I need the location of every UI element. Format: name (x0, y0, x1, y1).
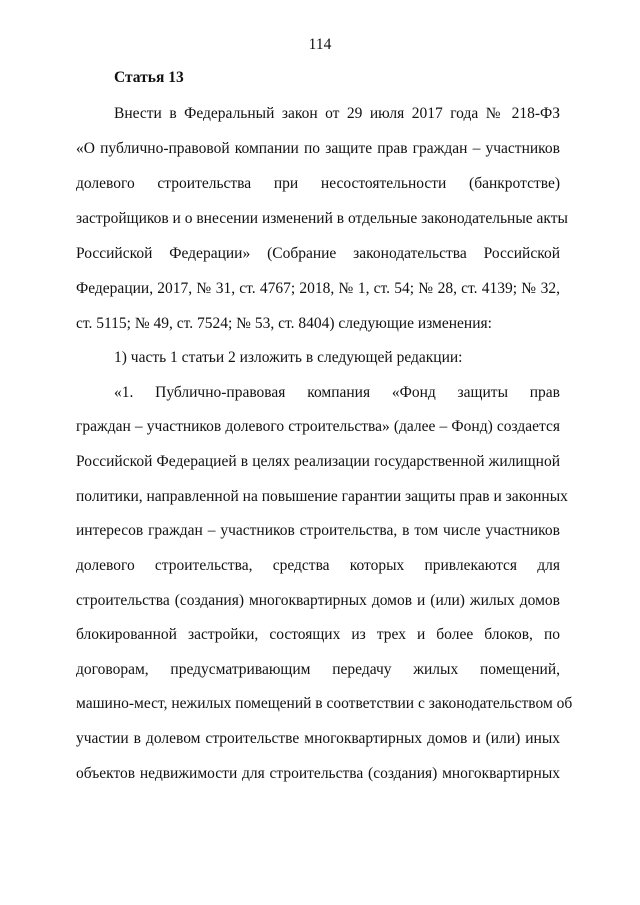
paragraph-line: объектов недвижимости для строительства (создания) многоквартирных (76, 765, 560, 782)
paragraph-line: договорам, предусматривающим передачу жилых помещений, (76, 661, 560, 678)
paragraph-line: «О публично-правовой компании по защите прав граждан – участников (76, 140, 560, 157)
paragraph-line: участии в долевом строительстве многоквартирных домов и (или) иных (76, 730, 560, 747)
paragraph-line: блокированной застройки, состоящих из трех и более блоков, по (76, 626, 560, 643)
page-number: 114 (308, 36, 332, 53)
paragraph-line: граждан – участников долевого строительства» (далее – Фонд) создается (76, 418, 560, 435)
paragraph-line: 1) часть 1 статьи 2 изложить в следующей редакции: (114, 349, 463, 366)
paragraph-line: долевого строительства при несостоятельности (банкротстве) (76, 175, 560, 192)
paragraph-line: ст. 5115; № 49, ст. 7524; № 53, ст. 8404) следующие изменения: (76, 315, 492, 332)
article-heading: Статья 13 (114, 69, 184, 86)
paragraph-line: застройщиков и о внесении изменений в отдельные законодательные акты (76, 210, 568, 227)
paragraph-line: политики, направленной на повышение гарантии защиты прав и законных (76, 488, 568, 505)
paragraph-line: Российской Федерацией в целях реализации государственной жилищной (76, 453, 560, 470)
paragraph-line: долевого строительства, средства которых привлекаются для (76, 557, 560, 574)
paragraph-line: интересов граждан – участников строительства, в том числе участников (76, 522, 560, 539)
paragraph-line: Российской Федерации» (Собрание законодательства Российской (76, 245, 560, 262)
paragraph-line: «1. Публично-правовая компания «Фонд защиты прав (114, 384, 560, 401)
paragraph-line: строительства (создания) многоквартирных домов и (или) жилых домов (76, 592, 560, 609)
paragraph-line: машино-мест, нежилых помещений в соответствии с законодательством об (76, 695, 573, 712)
paragraph-line: Внести в Федеральный закон от 29 июля 2017 года № 218-ФЗ (114, 105, 560, 122)
paragraph-line: Федерации, 2017, № 31, ст. 4767; 2018, № 1, ст. 54; № 28, ст. 4139; № 32, (76, 280, 560, 297)
